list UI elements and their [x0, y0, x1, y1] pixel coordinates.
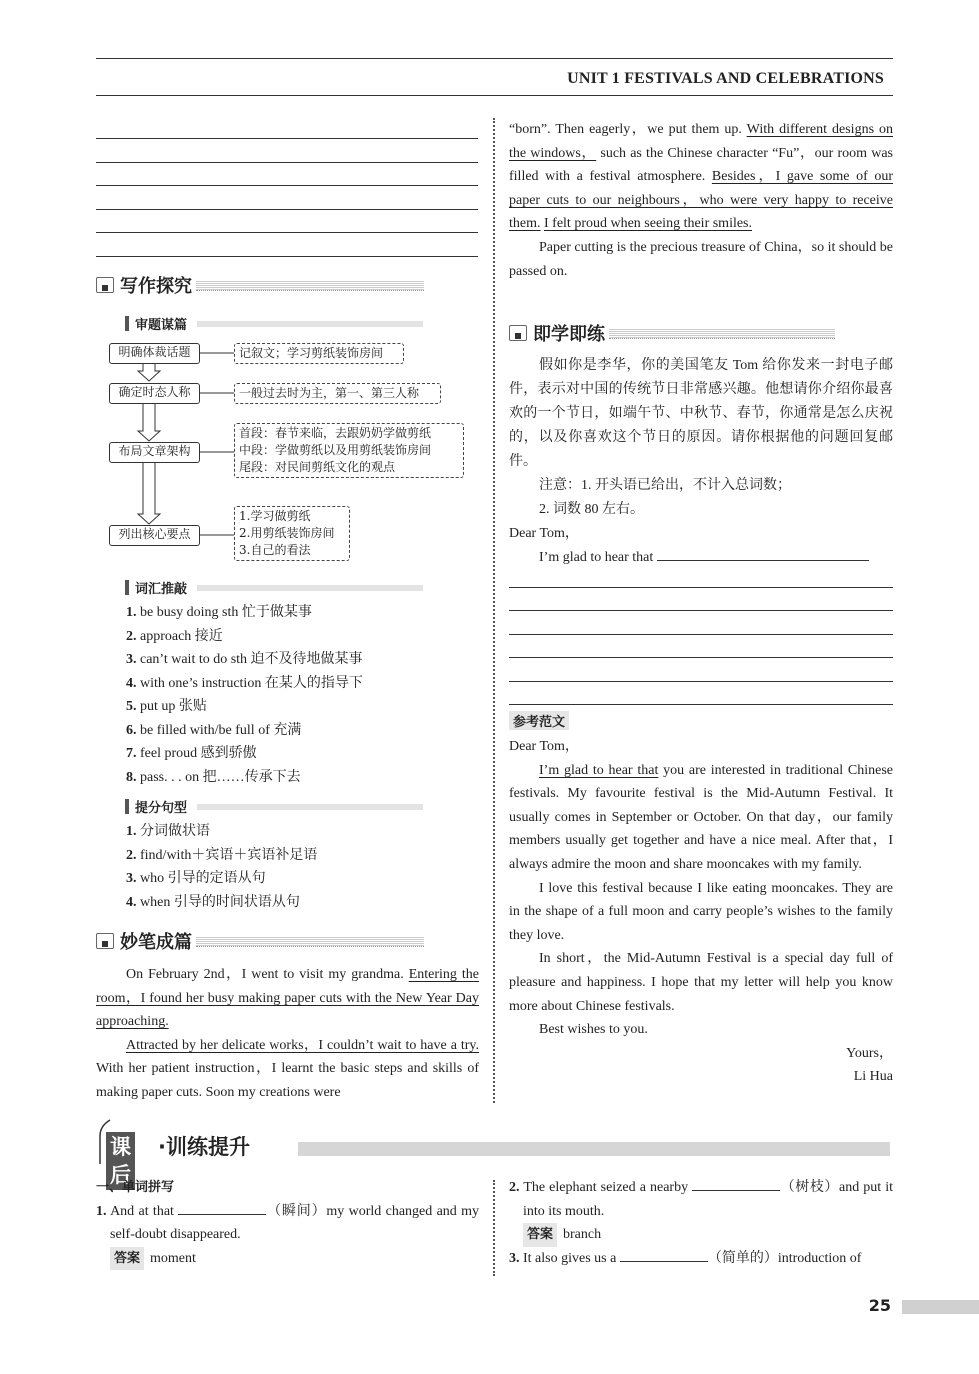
section-practice [509, 320, 835, 346]
list-item: 4. when 引导的时间状语从句 [126, 894, 300, 910]
flow-note-line: 首段：春节来临，去跟奶奶学做剪纸 [239, 426, 432, 440]
sentence-list [126, 820, 476, 914]
essay-text-right: “born”. Then eagerly，we put them up. With different designs on the windows， such as the Chinese character “Fu”，our room was filled with a festival atmosphere. Besides，I gave some of our paper cuts to our neighbours，who were very happy to receive them. I felt proud when seeing their smiles. Paper cutting is the precious treasure of China，so it should be passed on. [509, 122, 894, 279]
writing-line [96, 232, 478, 233]
answer-line[interactable] [509, 634, 893, 635]
section-icon [509, 325, 527, 341]
model-essay-tag [509, 711, 575, 731]
header-top-rule [96, 58, 893, 59]
subsection-title: 词汇推敲 [135, 582, 188, 597]
list-item: 5. put up 张贴 [126, 699, 207, 714]
answer-label: 答案 [523, 1223, 557, 1247]
banner-title: ·训练提升 [158, 1135, 250, 1159]
list-item: 1. be busy doing sth 忙于做某事 [126, 605, 312, 620]
essay-text-left: On February 2nd，I went to visit my grandma. Entering the room，I found her busy making paper cuts with the New Year Day approaching. Attracted by her delicate works，I couldn’t wait to have a try. With her patient instruction，I learnt the basic steps and skills of making paper cuts. Soon my creations were [96, 967, 479, 1100]
flow-step-2: 确定时态人称 [109, 383, 200, 404]
answer-blank[interactable] [692, 1190, 780, 1191]
subsection-title: 提分句型 [135, 801, 188, 816]
vocab-list [126, 601, 476, 789]
section-title: 写作探究 [120, 276, 192, 297]
flow-note-1: 记叙文；学习剪纸装饰房间 [234, 343, 404, 364]
flow-step-1: 明确体裁话题 [109, 343, 200, 364]
section-icon [96, 277, 114, 293]
page-number: 25 [868, 1296, 891, 1315]
model-tag-label: 参考范文 [509, 711, 569, 730]
section-title: 妙笔成篇 [120, 932, 192, 953]
flow-note-line: 2.用剪纸装饰房间 [239, 526, 335, 540]
subsection-bar [197, 585, 423, 591]
subsection-bar [197, 804, 423, 810]
flow-note-line: 3.自己的看法 [239, 543, 311, 557]
question-3: 3. It also gives us a （简单的）introduction of [509, 1250, 862, 1266]
writing-line [96, 256, 478, 257]
section-essay [96, 928, 424, 954]
section-bar [196, 936, 424, 947]
subsection-marker [125, 799, 129, 814]
section-bar [609, 328, 835, 339]
list-item: 4. with one’s instruction 在某人的指导下 [126, 675, 363, 691]
list-item: 8. pass. . . on 把……传承下去 [126, 769, 301, 785]
subsection-title: 审题谋篇 [135, 318, 188, 333]
subsection-vocab [125, 578, 423, 597]
list-item: 6. be filled with/be full of 充满 [126, 722, 302, 738]
banner-label: 课后 [106, 1132, 135, 1190]
writing-line [96, 162, 478, 163]
model-essay: Dear Tom， I’m glad to hear that you are interested in traditional Chinese festivals. My favourite festival is the Mid-Autumn Festival. It usually comes in September or October. On that day，our family members usually get together and have a nice meal. After that，I always admire the moon and share mooncakes with my family. I love this festival because I like eating mooncakes. They are in the shape of a full moon and carry people’s wishes to the family they love. In short，the Mid-Autumn Festival is a special day full of pleasure and happiness. I hope that my letter will help you know more about Chinese festivals. Best wishes to you. Yours， Li Hua [509, 739, 893, 1085]
answer-label: 答案 [110, 1247, 144, 1271]
list-item: 2. find/with＋宾语＋宾语补足语 [126, 847, 318, 863]
flow-note-4 [234, 506, 350, 561]
subsection-marker [125, 580, 129, 595]
answer-line[interactable] [509, 657, 893, 658]
writing-line [96, 209, 478, 210]
list-item: 2. approach 接近 [126, 628, 223, 644]
answer-line[interactable] [509, 681, 893, 682]
subsection-bar [197, 321, 423, 327]
word-spelling-right [509, 1176, 893, 1270]
answer-line[interactable] [509, 610, 893, 611]
section-bar [196, 280, 424, 291]
flow-note-line: 中段：学做剪纸以及用剪纸装饰房间 [239, 443, 432, 457]
flow-note-2: 一般过去时为主，第一、第三人称 [234, 383, 441, 404]
section-writing-explore [96, 272, 424, 298]
answer-line[interactable] [509, 587, 893, 588]
flow-note-line: 尾段：对民间剪纸文化的观点 [239, 460, 396, 474]
list-item: 3. who 引导的定语从句 [126, 871, 266, 886]
subsection-sentence [125, 797, 423, 816]
flow-step-3: 布局文章架构 [109, 442, 200, 463]
writing-line [96, 138, 478, 139]
flow-note-line: 1.学习做剪纸 [239, 509, 311, 523]
question-1: 1. And at that （瞬间）my world changed and my self-doubt disappeared. [96, 1203, 480, 1243]
subsection-marker [125, 316, 129, 331]
list-item: 7. feel proud 感到骄傲 [126, 746, 257, 761]
unit-title: UNIT 1 FESTIVALS AND CELEBRATIONS [567, 70, 884, 87]
answer-blank[interactable] [657, 560, 869, 561]
column-divider [493, 118, 495, 1103]
question-2: 2. The elephant seized a nearby （树枝）and put it into its mouth. [509, 1180, 894, 1219]
header-bottom-rule [96, 95, 893, 96]
answer-2: 答案 branch [509, 1223, 893, 1247]
section-title: 即学即练 [533, 324, 605, 345]
list-item: 1. 分词做状语 [126, 824, 210, 839]
answer-line[interactable] [509, 704, 893, 705]
section-icon [96, 933, 114, 949]
part-title: 一、单词拼写 [96, 1180, 175, 1195]
subsection-analysis [125, 314, 423, 333]
writing-line [96, 185, 478, 186]
flow-note-3 [234, 423, 464, 478]
practice-prompt: 假如你是李华，你的美国笔友 Tom 给你发来一封电子邮件，表示对中国的传统节日非常感兴趣。他想请你介绍你最喜欢的一个节日，如端午节、中秋节、春节，你通常是怎么庆祝的，以及你喜欢这个节日的原因。请你根据他的问题回复邮件。 注意：1. 开头语已给出，不计入总词数； 2. 词数 80 左右。 Dear Tom， I’m glad to hear that [509, 358, 893, 565]
word-spelling-left [96, 1176, 479, 1270]
answer-blank[interactable] [178, 1214, 266, 1215]
answer-1: 答案 moment [96, 1247, 479, 1271]
banner-bar [298, 1142, 890, 1156]
flow-step-4: 列出核心要点 [109, 525, 200, 546]
list-item: 3. can’t wait to do sth 迫不及待地做某事 [126, 652, 363, 667]
bottom-column-divider [493, 1180, 495, 1276]
page-number-bar [902, 1300, 979, 1314]
answer-blank[interactable] [620, 1261, 708, 1262]
